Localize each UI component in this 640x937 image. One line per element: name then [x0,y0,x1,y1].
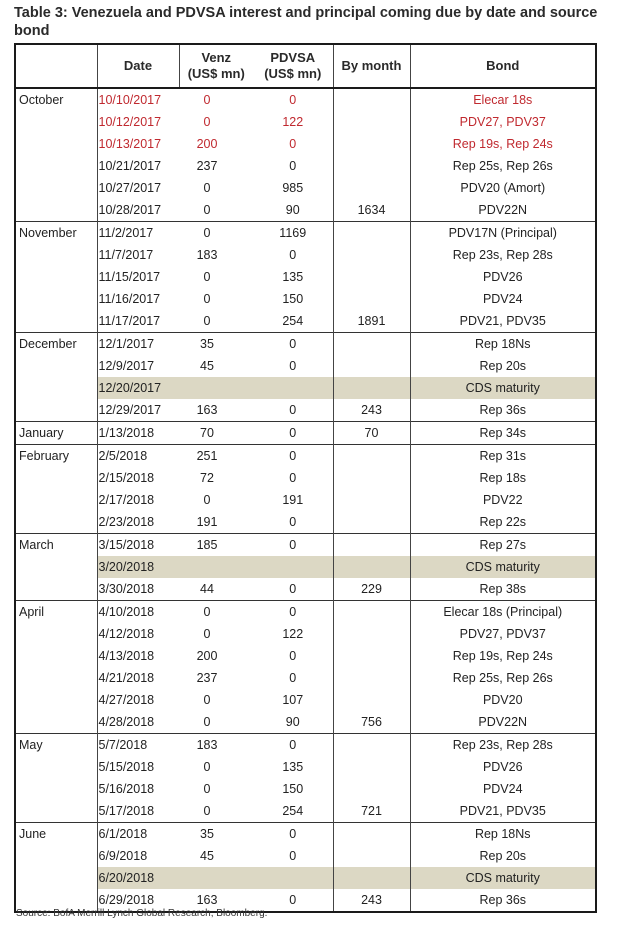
venz-cell: 185 [179,534,253,557]
header-date: Date [97,44,179,88]
pdvsa-cell: 90 [253,199,333,222]
bond-cell: PDV27, PDV37 [459,627,546,641]
date-cell: 6/9/2018 [98,849,148,863]
venz-cell: 163 [196,893,218,907]
venz-cell [179,556,253,578]
venz-cell: 0 [203,314,211,328]
pdvsa-cell: 135 [253,266,333,288]
venz-cell: 237 [196,159,218,173]
table-row [15,88,596,111]
table-row [15,534,596,557]
table-row [15,711,596,734]
month-label: November [15,222,97,333]
bond-cell: PDV20 [482,693,523,707]
bond-cell: Rep 31s [410,445,596,468]
cds-maturity-row [15,556,596,578]
bond-cell: PDV27, PDV37 [459,115,546,129]
bond-cell: Rep 23s, Rep 28s [452,248,553,262]
pdvsa-cell: 0 [253,467,333,489]
month-label: October [15,88,97,222]
date-cell: 3/30/2018 [98,582,155,596]
by-month-cell: 229 [333,578,410,601]
date-cell: 10/21/2017 [98,159,162,173]
pdvsa-cell: 0 [253,422,333,445]
bond-cell: PDV22N [478,203,528,217]
bond-cell: PDV20 (Amort) [460,181,546,195]
month-label: February [15,445,97,534]
table-row [15,177,596,199]
by-month-cell [333,867,410,889]
bond-cell: Elecar 18s [410,88,596,111]
date-cell: 4/10/2018 [97,601,179,624]
pdvsa-cell: 0 [253,734,333,757]
table-row [15,778,596,800]
by-month-cell: 756 [333,711,410,734]
bond-cell: CDS maturity [410,867,596,889]
venz-cell [179,867,253,889]
by-month-cell [333,689,410,711]
by-month-cell [333,534,410,557]
venz-cell: 35 [179,333,253,356]
date-cell: 5/17/2018 [98,804,155,818]
date-cell: 5/15/2018 [98,760,155,774]
table-row [15,199,596,222]
bond-cell: Rep 34s [410,422,596,445]
pdvsa-cell: 254 [253,800,333,823]
venz-cell: 70 [179,422,253,445]
by-month-cell [333,377,410,399]
venz-cell: 200 [196,649,218,663]
bond-cell: PDV26 [482,760,523,774]
by-month-cell: 1634 [333,199,410,222]
date-cell: 12/29/2017 [98,403,162,417]
by-month-cell [333,445,410,468]
table-row [15,800,596,823]
pdvsa-cell [253,867,333,889]
venz-cell: 0 [203,693,211,707]
bond-cell: Rep 25s, Rep 26s [452,671,553,685]
bond-cell: Rep 19s, Rep 24s [452,649,553,663]
by-month-cell [333,623,410,645]
venz-cell: 0 [203,715,211,729]
venz-cell: 44 [200,582,214,596]
pdvsa-cell: 0 [253,667,333,689]
venz-cell: 183 [196,248,218,262]
venz-cell: 200 [196,137,218,151]
date-cell: 10/28/2017 [98,203,162,217]
bond-cell: Rep 20s [479,849,527,863]
date-cell: 11/2/2017 [97,222,179,245]
table-row [15,133,596,155]
bond-cell: Rep 38s [479,582,527,596]
header-venz: Venz (US$ mn) [179,44,253,88]
table-row [15,823,596,846]
table-row [15,511,596,534]
by-month-cell [333,288,410,310]
table-row [15,734,596,757]
by-month-cell [333,756,410,778]
venz-cell: 45 [200,359,214,373]
by-month-cell [333,467,410,489]
date-cell: 11/7/2017 [98,248,154,262]
date-cell: 5/7/2018 [97,734,179,757]
by-month-cell [333,133,410,155]
date-cell: 6/29/2018 [98,893,155,907]
by-month-cell [333,734,410,757]
table-header-row [15,44,596,88]
pdvsa-cell: 122 [253,623,333,645]
venz-cell: 0 [203,181,211,195]
table-row [15,310,596,333]
by-month-cell: 1891 [333,310,410,333]
venz-cell: 35 [179,823,253,846]
by-month-cell [333,823,410,846]
venz-cell: 0 [179,88,253,111]
venz-cell: 0 [203,203,211,217]
date-cell: 6/1/2018 [97,823,179,846]
by-month-cell [333,333,410,356]
date-cell: 12/1/2017 [97,333,179,356]
venz-cell: 163 [196,403,218,417]
date-cell: 11/15/2017 [98,270,161,284]
bond-cell: PDV24 [482,292,523,306]
pdvsa-cell: 0 [253,155,333,177]
table-row [15,222,596,245]
pdvsa-cell: 135 [253,756,333,778]
date-cell: 3/15/2018 [97,534,179,557]
table-row [15,578,596,601]
pdvsa-cell: 0 [253,355,333,377]
by-month-cell: 243 [333,889,410,912]
bond-cell: Rep 18Ns [410,333,596,356]
date-cell: 4/13/2018 [98,649,155,663]
table-row [15,288,596,310]
pdvsa-cell: 0 [253,645,333,667]
date-cell: 4/21/2018 [98,671,155,685]
venz-cell: 251 [179,445,253,468]
venz-cell: 0 [203,292,211,306]
table-row [15,623,596,645]
venz-cell: 72 [200,471,214,485]
bond-cell: PDV22N [478,715,528,729]
bond-cell: Rep 27s [410,534,596,557]
bond-cell: Rep 23s, Rep 28s [410,734,596,757]
bond-cell: Rep 18s [479,471,527,485]
by-month-cell [333,645,410,667]
date-cell: 10/13/2017 [98,137,162,151]
venz-cell: 191 [196,515,218,529]
bond-cell: PDV21, PDV35 [459,314,546,328]
date-cell: 2/23/2018 [98,515,155,529]
pdvsa-cell: 254 [253,310,333,333]
table-row [15,667,596,689]
by-month-cell [333,155,410,177]
pdvsa-cell: 0 [253,88,333,111]
by-month-cell [333,177,410,199]
pdvsa-cell: 0 [253,823,333,846]
table-row [15,601,596,624]
by-month-cell: 721 [333,800,410,823]
pdvsa-cell [253,556,333,578]
table-row [15,244,596,266]
bond-cell: CDS maturity [410,556,596,578]
bond-cell: Rep 36s [479,403,527,417]
pdvsa-cell: 150 [253,288,333,310]
date-cell: 4/12/2018 [98,627,155,641]
pdvsa-cell: 0 [253,445,333,468]
date-cell: 4/28/2018 [98,715,155,729]
table-row [15,645,596,667]
date-cell: 11/16/2017 [98,292,161,306]
payments-table [14,43,597,913]
by-month-cell [333,244,410,266]
date-cell: 10/10/2017 [97,88,179,111]
table-row [15,845,596,867]
bond-cell: CDS maturity [410,377,596,399]
cds-maturity-row [15,867,596,889]
bond-cell: Elecar 18s (Principal) [410,601,596,624]
table-row [15,689,596,711]
venz-cell: 0 [203,493,211,507]
bond-cell: PDV24 [482,782,523,796]
month-label: May [15,734,97,823]
pdvsa-cell [253,377,333,399]
header-month [15,44,97,88]
pdvsa-cell: 0 [253,534,333,557]
venz-cell: 0 [203,115,211,129]
by-month-cell [333,601,410,624]
pdvsa-cell: 191 [253,489,333,511]
bond-cell: PDV21, PDV35 [459,804,546,818]
cds-maturity-row [15,377,596,399]
pdvsa-cell: 150 [253,778,333,800]
table-body [15,88,596,912]
date-cell: 12/9/2017 [98,359,155,373]
bond-cell: Rep 19s, Rep 24s [452,137,553,151]
header-by-month: By month [333,44,410,88]
header-bond: Bond [410,44,596,88]
by-month-cell [333,778,410,800]
pdvsa-cell: 0 [253,399,333,422]
month-label: December [15,333,97,422]
venz-cell: 0 [203,760,211,774]
by-month-cell [333,222,410,245]
bond-cell: PDV17N (Principal) [410,222,596,245]
month-label: April [15,601,97,734]
header-pdvsa: PDVSA (US$ mn) [253,44,333,88]
venz-cell: 0 [203,627,211,641]
venz-cell: 183 [179,734,253,757]
month-label: March [15,534,97,601]
date-cell: 1/13/2018 [97,422,179,445]
table-row [15,266,596,288]
table-row [15,399,596,422]
pdvsa-cell: 0 [253,845,333,867]
table-row [15,422,596,445]
by-month-cell [333,111,410,133]
table-row [15,155,596,177]
venz-cell: 0 [203,270,211,284]
pdvsa-cell: 985 [253,177,333,199]
table-row [15,111,596,133]
pdvsa-cell: 0 [253,889,333,912]
venz-cell: 45 [200,849,214,863]
venz-cell: 0 [179,222,253,245]
by-month-cell [333,667,410,689]
by-month-cell: 70 [333,422,410,445]
by-month-cell: 243 [333,399,410,422]
bond-cell: Rep 20s [479,359,527,373]
venz-cell: 0 [203,804,211,818]
table-row [15,445,596,468]
table-row [15,333,596,356]
by-month-cell [333,355,410,377]
table-row [15,467,596,489]
by-month-cell [333,511,410,534]
month-label: June [15,823,97,913]
by-month-cell [333,556,410,578]
date-cell: 2/5/2018 [97,445,179,468]
pdvsa-cell: 1169 [253,222,333,245]
date-cell: 10/12/2017 [98,115,162,129]
month-label: January [15,422,97,445]
pdvsa-cell: 0 [253,511,333,534]
bond-cell: PDV22 [482,493,523,507]
bond-cell: Rep 18Ns [410,823,596,846]
pdvsa-cell: 0 [253,578,333,601]
date-cell: 11/17/2017 [98,314,161,328]
date-cell: 2/15/2018 [98,471,155,485]
pdvsa-cell: 90 [253,711,333,734]
date-cell: 10/27/2017 [98,181,162,195]
venz-cell: 237 [196,671,218,685]
pdvsa-cell: 0 [253,244,333,266]
by-month-cell [333,845,410,867]
date-cell: 12/20/2017 [97,377,179,399]
source-note: Source: BofA Merrill Lynch Global Research, Bloomberg. [16,908,268,919]
date-cell: 3/20/2018 [97,556,179,578]
table-title: Table 3: Venezuela and PDVSA interest and principal coming due by date and source bond [14,5,598,39]
by-month-cell [333,489,410,511]
date-cell: 5/16/2018 [98,782,155,796]
bond-cell: Rep 36s [479,893,527,907]
date-cell: 2/17/2018 [98,493,155,507]
venz-cell: 0 [179,601,253,624]
by-month-cell [333,88,410,111]
pdvsa-cell: 0 [253,133,333,155]
date-cell: 4/27/2018 [98,693,155,707]
pdvsa-cell: 122 [253,111,333,133]
bond-cell: PDV26 [482,270,523,284]
date-cell: 6/20/2018 [97,867,179,889]
table-row [15,489,596,511]
table-row [15,756,596,778]
bond-cell: Rep 22s [479,515,527,529]
table-row [15,355,596,377]
pdvsa-cell: 0 [253,333,333,356]
venz-cell: 0 [203,782,211,796]
by-month-cell [333,266,410,288]
pdvsa-cell: 107 [253,689,333,711]
bond-cell: Rep 25s, Rep 26s [452,159,553,173]
pdvsa-cell: 0 [253,601,333,624]
venz-cell [179,377,253,399]
